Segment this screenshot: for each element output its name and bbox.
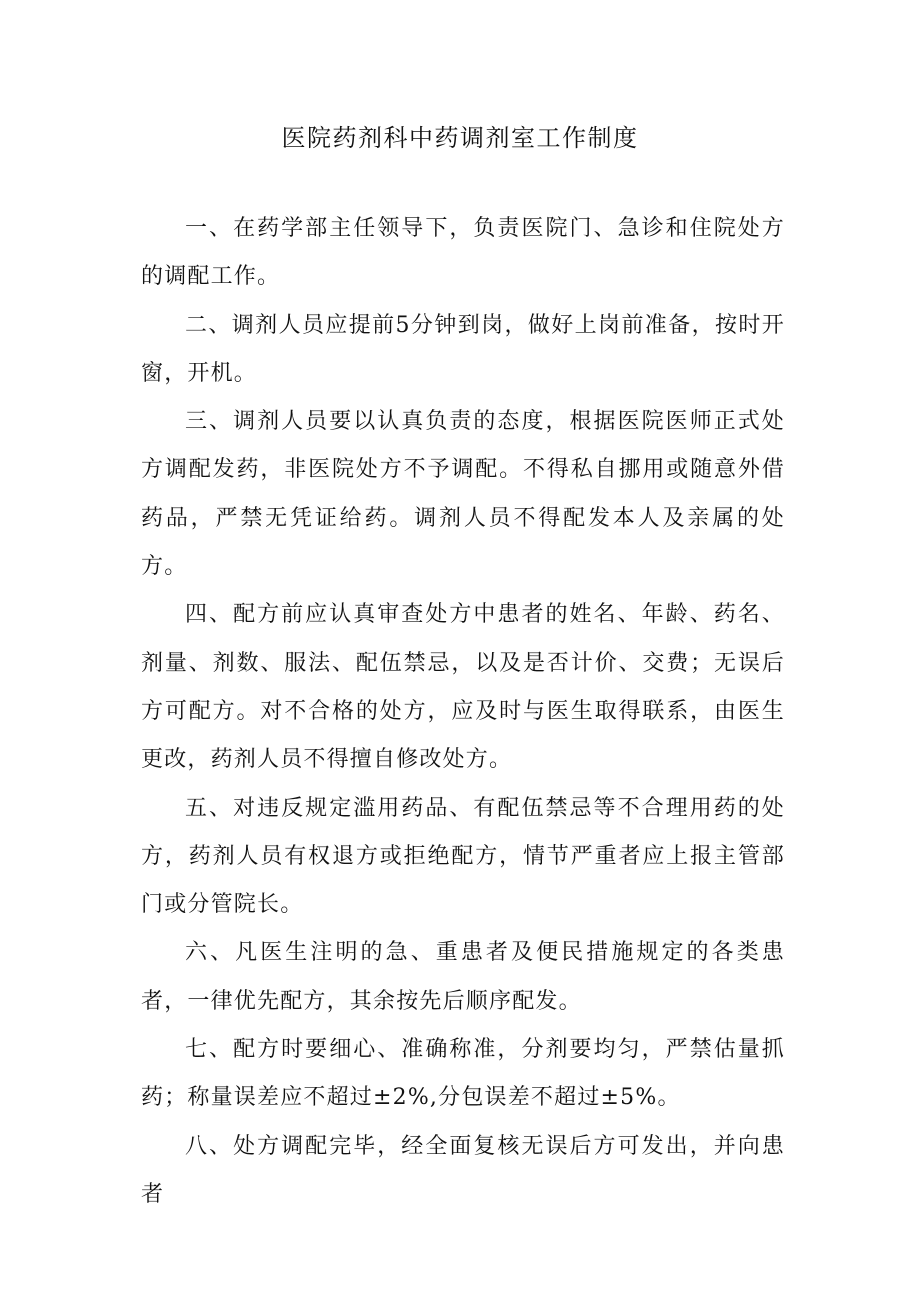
paragraph-3: 三、调剂人员要以认真负责的态度，根据医院医师正式处方调配发药，非医院处方不予调配。不得私自挪用或随意外借药品，严禁无凭证给药。调剂人员不得配发本人及亲属的处方。 bbox=[141, 409, 785, 580]
document-title: 医院药剂科中药调剂室工作制度 bbox=[281, 124, 639, 152]
paragraph-5: 五、对违反规定滥用药品、有配伍禁忌等不合理用药的处方，药剂人员有权退方或拒绝配方，情节严重者应上报主管部门或分管院长。 bbox=[141, 795, 785, 918]
paragraph-7: 七、配方时要细心、准确称准，分剂要均匀，严禁估量抓药；称量误差应不超过±2%,分包误差不超过±5%。 bbox=[141, 1037, 785, 1111]
document-body bbox=[141, 205, 785, 1219]
paragraph-4: 四、配方前应认真审查处方中患者的姓名、年龄、药名、剂量、剂数、服法、配伍禁忌，以及是否计价、交费；无误后方可配方。对不合格的处方，应及时与医生取得联系，由医生更改，药剂人员不得擅自修改处方。 bbox=[141, 602, 785, 773]
paragraph-6: 六、凡医生注明的急、重患者及便民措施规定的各类患者，一律优先配方，其余按先后顺序配发。 bbox=[141, 940, 785, 1014]
paragraph-2: 二、调剂人员应提前5分钟到岗，做好上岗前准备，按时开窗，开机。 bbox=[141, 312, 785, 386]
paragraph-8: 八、处方调配完毕，经全面复核无误后方可发出，并向患者 bbox=[141, 1133, 785, 1207]
paragraph-1: 一、在药学部主任领导下，负责医院门、急诊和住院处方的调配工作。 bbox=[141, 216, 785, 290]
